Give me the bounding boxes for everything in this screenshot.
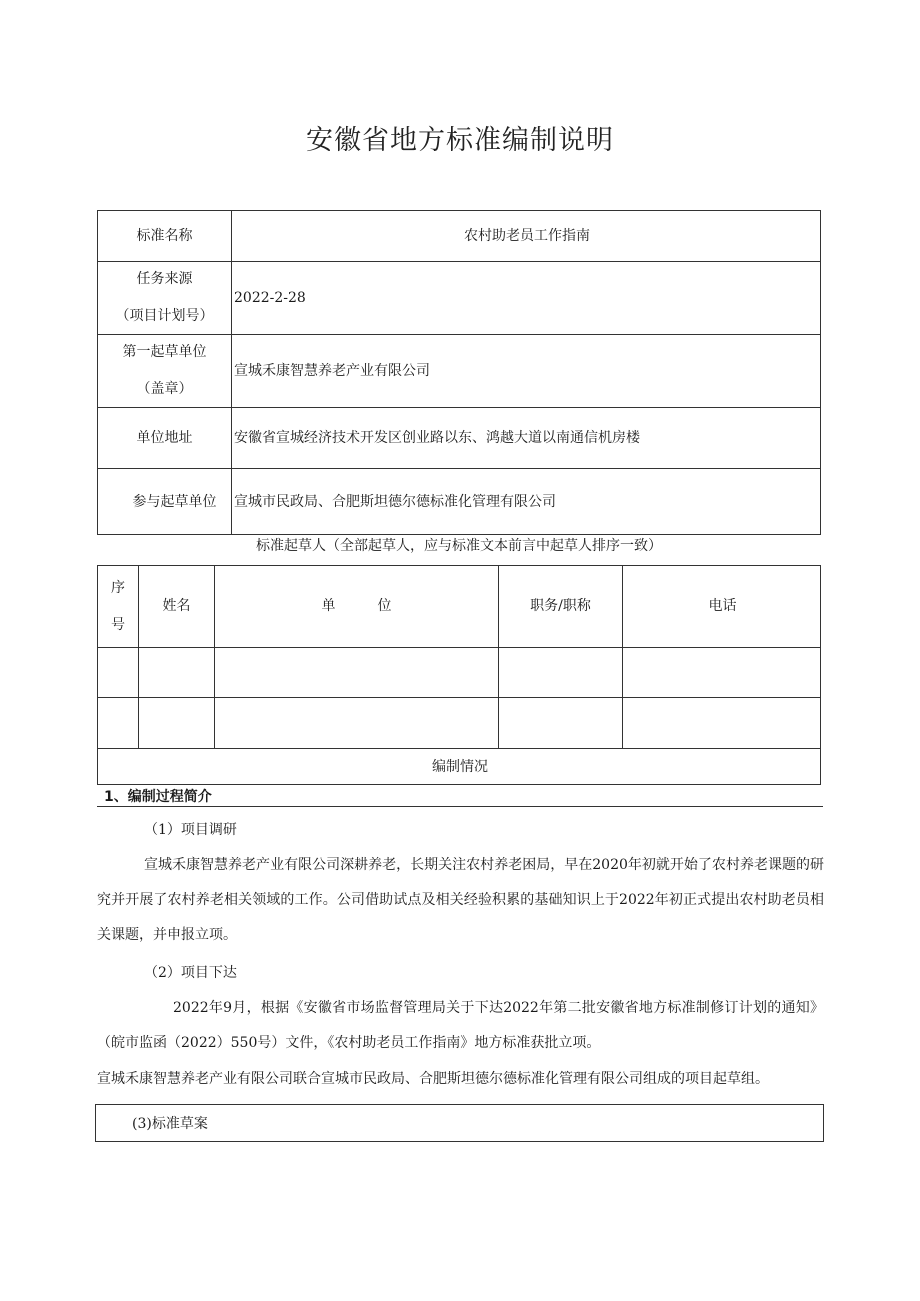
table-row-cell: [499, 648, 622, 697]
drafters-table: [97, 565, 821, 785]
header-name: 姓名: [162, 598, 191, 614]
address-value: 安徽省宣城经济技术开发区创业路以东、鸿越大道以南通信机房楼: [234, 429, 640, 446]
table-row-cell: [623, 698, 822, 748]
subsection-title-assignment: （2）项目下达: [144, 965, 237, 981]
address-label: 单位地址: [136, 429, 193, 446]
table-row-cell: [98, 648, 138, 697]
drafter-unit-value: 宣城禾康智慧养老产业有限公司: [234, 362, 430, 379]
subsection-title-draft: (3)标准草案: [132, 1115, 208, 1132]
participants-value: 宣城市民政局、合肥斯坦德尔德标准化管理有限公司: [234, 494, 556, 510]
task-source-label: 任务来源 （项目计划号）: [115, 271, 214, 324]
section-divider: [97, 806, 823, 807]
table-row-cell: [215, 648, 498, 697]
info-table: [97, 210, 821, 535]
task-source-value: 2022-2-28: [234, 289, 306, 306]
section-heading: 1、编制过程简介: [104, 789, 212, 805]
standard-name-value: 农村助老员工作指南: [464, 227, 590, 244]
table-row-cell: [98, 698, 138, 748]
subsection-title-survey: （1）项目调研: [144, 822, 237, 838]
drafters-caption: 标准起草人（全部起草人，应与标准文本前言中起草人排序一致）: [256, 538, 662, 554]
paragraph-assignment: 2022年9月，根据《安徽省市场监督管理局关于下达2022年第二批安徽省地方标准制修订计划的通知》（皖市监函（2022）550号）文件，《农村助老员工作指南》地方标准获批立项。: [97, 1000, 824, 1051]
table-row-cell: [623, 648, 822, 697]
paragraph-survey: 宣城禾康智慧养老产业有限公司深耕养老，长期关注农村养老困局，早在2020年初就开始了农村养老课题的研究并开展了农村养老相关领域的工作。公司借助试点及相关经验积累的基础知识上于2022年初正式提出农村助老员相关课题，并申报立项。: [97, 857, 824, 943]
page-title: 安徽省地方标准编制说明: [306, 125, 614, 156]
header-phone: 电话: [708, 598, 737, 614]
header-seq: 序 号: [111, 579, 125, 633]
participants-label: 参与起草单位: [132, 494, 217, 510]
standard-name-label: 标准名称: [136, 227, 193, 244]
header-title: 职务/职称: [530, 598, 591, 614]
table-row-cell: [499, 698, 622, 748]
header-unit: 单 位: [321, 598, 392, 614]
table-row-cell: [139, 698, 214, 748]
table-row-cell: [139, 648, 214, 697]
draft-box: [95, 1104, 824, 1142]
paragraph-drafting-group: 宣城禾康智慧养老产业有限公司联合宣城市民政局、合肥斯坦德尔德标准化管理有限公司组成的项目起草组。: [97, 1071, 769, 1087]
table-row-cell: [215, 698, 498, 748]
compilation-footer: 编制情况: [432, 759, 488, 775]
drafter-unit-label: 第一起草单位 （盖章）: [122, 344, 207, 397]
